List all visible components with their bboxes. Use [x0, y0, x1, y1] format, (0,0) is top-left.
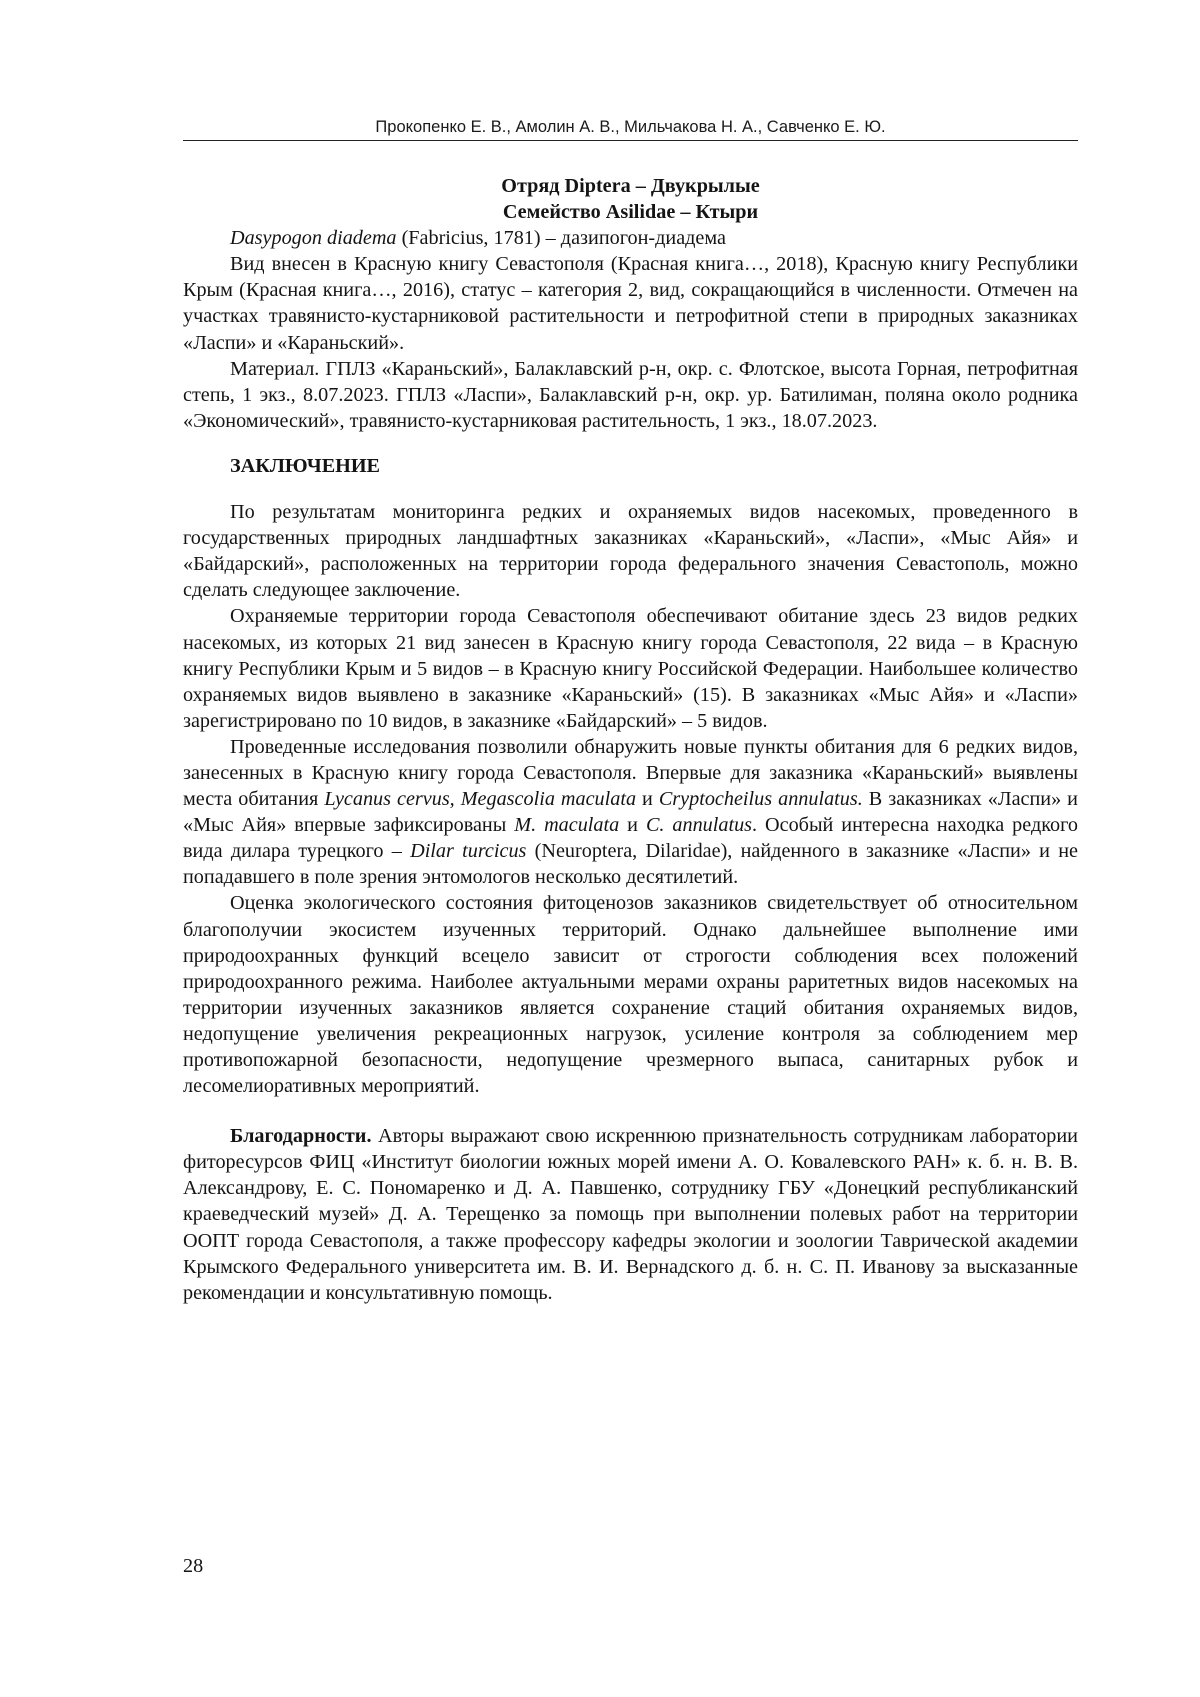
conclusion-paragraph-4: Оценка экологического состояния фитоценозов заказников свидетельствует об относительном благополучии экосистем изученных территорий. Однако дальнейшее выполнение ими природоохранных функций всецело зависит от строгости соблюдения всех положений природоохранного режима. Наиболее актуальными мерами охраны раритетных видов насекомых на территории изученных заказников является сохранение стаций обитания охраняемых видов, недопущение увеличения рекреационных нагрузок, усиление контроля за соблюдением мер противопожарной безопасности, недопущение чрезмерного выпаса, санитарных рубок и лесомелиоративных мероприятий. — [183, 892, 1078, 1098]
conclusion-paragraph-3 — [183, 734, 1078, 891]
text-run: и — [619, 814, 646, 837]
conclusion-paragraph-1: По результатам мониторинга редких и охраняемых видов насекомых, проведенного в государственных природных ландшафтных заказниках «Караньский», «Ласпи», «Мыс Айя» и «Байдарский», расположенных на территории города федерального значения Севастополь, можно сделать следующее заключение. — [183, 501, 1078, 602]
species-status-paragraph: Вид внесен в Красную книгу Севастополя (Красная книга…, 2018), Красную книгу Республики Крым (Красная книга…, 2016), статус – категория 2, вид, сокращающийся в численности. Отмечен на участках травянисто-кустарниковой растительности и петрофитной степи в природных заказниках «Ласпи» и «Караньский». — [183, 253, 1078, 354]
species-author-year: (Fabricius, 1781) – дазипогон-диадема — [396, 227, 726, 250]
page-number: 28 — [183, 1555, 204, 1577]
order-title: Отряд Diptera – Двукрылые — [501, 175, 760, 197]
text-run: В заказниках «Ласпи» и «Мыс Айя» впервые зафиксированы — [183, 788, 1078, 837]
text-run: . Особый интересна находка редкого вида дилара турецкого – — [183, 814, 1078, 863]
species-italic-dilar: Dilar turcicus — [410, 840, 527, 863]
species-italic-c-annulatus: C. annulatus — [645, 814, 753, 837]
species-line — [183, 225, 1078, 251]
species-italic-lycanus-megascolia: Lycanus cervus, Megascolia maculata — [324, 788, 637, 811]
conclusion-heading: ЗАКЛЮЧЕНИЕ — [230, 454, 381, 477]
family-title: Семейство Asilidae – Ктыри — [502, 201, 759, 224]
species-italic-m-maculata: M. maculata — [514, 814, 620, 837]
text-run: (Neuroptera, Dilaridae), найденного в заказнике «Ласпи» и не попадавшего в поле зрения энтомологов несколько десятилетий. — [183, 840, 1078, 889]
running-header-authors: Прокопенко Е. В., Амолин А. В., Мильчакова Н. А., Савченко Е. Ю. — [375, 118, 886, 136]
species-name: Dasypogon diadema — [230, 227, 397, 250]
conclusion-paragraph-2: Охраняемые территории города Севастополя обеспечивают обитание здесь 23 видов редких насекомых, из которых 21 вид занесен в Красную книгу города Севастополя, 22 вида – в Красную книгу Республики Крым и 5 видов – в Красную книгу Российской Федерации. Наибольшее количество охраняемых видов выявлено в заказнике «Караньский» (15). В заказниках «Мыс Айя» и «Ласпи» зарегистрировано по 10 видов, в заказнике «Байдарский» – 5 видов. — [183, 605, 1078, 732]
acknowledgements-label: Благодарности. — [230, 1125, 372, 1148]
species-material-paragraph: Материал. ГПЛЗ «Караньский», Балаклавский р-н, окр. с. Флотское, высота Горная, петрофитная степь, 1 экз., 8.07.2023. ГПЛЗ «Ласпи», Балаклавский р-н, окр. ур. Батилиман, поляна около родника «Экономический», травянисто-кустарниковая растительность, 1 экз., 18.07.2023. — [183, 357, 1078, 432]
text-run: и — [636, 788, 659, 811]
text-run: Проведенные исследования позволили обнаружить новые пункты обитания для 6 редких видов, занесенных в Красную книгу города Севастополя. Впервые для заказника «Караньский» выявлены места обитания — [183, 735, 1078, 811]
acknowledgements-paragraph — [183, 1123, 1078, 1306]
header-divider — [183, 140, 1078, 141]
acknowledgements-text: Авторы выражают свою искреннюю признательность сотрудникам лаборатории фиторесурсов ФИЦ «Институт биологии южных морей имени А. О. Ковалевского РАН» к. б. н. В. В. Александрову, Е. С. Пономаренко и Д. А. Павшенко, сотруднику ГБУ «Донецкий республиканский краеведческий музей» Д. А. Терещенко за помощь при выполнении полевых работ на территории ООПТ города Севастополя, а также профессору кафедры экологии и зоологии Таврической академии Крымского Федерального университета им. В. И. Вернадского д. б. н. С. П. Иванову за высказанные рекомендации и консультативную помощь. — [183, 1125, 1078, 1304]
species-italic-cryptocheilus: Cryptocheilus annulatus. — [658, 788, 863, 811]
page-content — [183, 173, 1078, 1306]
